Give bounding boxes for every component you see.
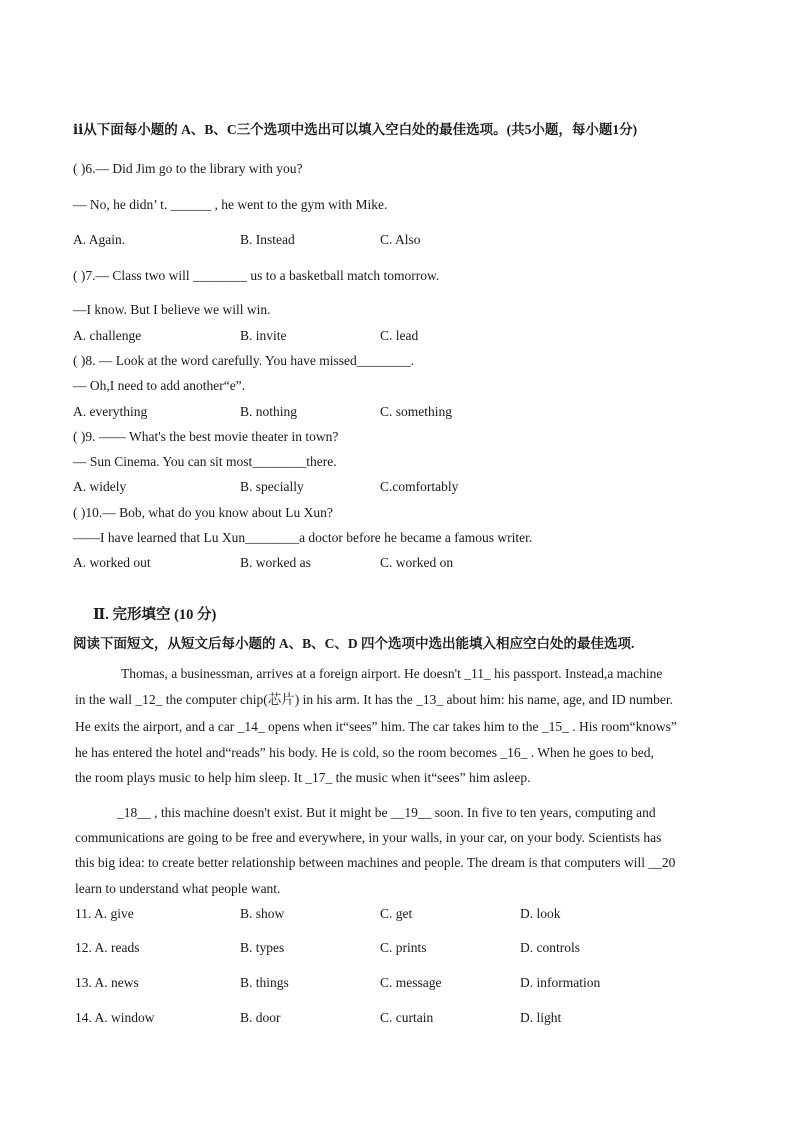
question-6-option-b: B. Instead bbox=[240, 232, 295, 247]
cloze-11-option-d: D. look bbox=[520, 906, 561, 921]
passage-p1-line5: the room plays music to help him sleep. It _17_ the music when it“sees” him asleep. bbox=[75, 770, 531, 785]
cloze-14-option-b: B. door bbox=[240, 1010, 281, 1025]
passage-p1-line1: Thomas, a businessman, arrives at a foreign airport. He doesn't _11_ his passport. Instead,a machine bbox=[121, 666, 663, 681]
cloze-12-option-d: D. controls bbox=[520, 940, 580, 955]
cloze-12-option-b: B. types bbox=[240, 940, 285, 955]
cloze-13-option-c: C. message bbox=[380, 975, 442, 990]
section1-heading: ⅱ从下面每小题的 A、B、C三个选项中选出可以填入空白处的最佳选项。(共5小题，每小题1分) bbox=[73, 122, 638, 137]
passage-p2-line4: learn to understand what people want. bbox=[75, 881, 281, 896]
cloze-12-option-c: C. prints bbox=[380, 940, 427, 955]
question-6-line1: ( )6.— Did Jim go to the library with you? bbox=[73, 161, 303, 176]
cloze-14-option-a: 14. A. window bbox=[75, 1010, 155, 1025]
passage-p1-line3: He exits the airport, and a car _14_ opens when it“sees” him. The car takes him to the _15_ . His room“knows” bbox=[75, 719, 677, 734]
section2-instruction: 阅读下面短文，从短文后每小题的 A、B、C、D 四个选项中选出能填入相应空白处的最佳选项. bbox=[73, 636, 635, 651]
question-7-option-b: B. invite bbox=[240, 328, 287, 343]
section2-title: Ⅱ. 完形填空 (10 分) bbox=[93, 607, 217, 623]
question-6-line2: — No, he didn’ t. ______ , he went to the gym with Mike. bbox=[73, 197, 388, 212]
question-6-option-c: C. Also bbox=[380, 232, 421, 247]
cloze-11-option-a: 11. A. give bbox=[75, 906, 134, 921]
cloze-13-option-a: 13. A. news bbox=[75, 975, 139, 990]
passage-p2-line2: communications are going to be free and everywhere, in your walls, in your car, on your body. Scientists has bbox=[75, 830, 662, 845]
question-10-line2: ——I have learned that Lu Xun________a doctor before he became a famous writer. bbox=[73, 530, 533, 545]
cloze-14-option-d: D. light bbox=[520, 1010, 562, 1025]
question-10-option-b: B. worked as bbox=[240, 555, 311, 570]
cloze-11-option-b: B. show bbox=[240, 906, 285, 921]
passage-p1-line2: in the wall _12_ the computer chip(芯片) in his arm. It has the _13_ about him: his name, age, and ID number. bbox=[75, 692, 673, 707]
question-9-option-a: A. widely bbox=[73, 479, 127, 494]
passage-p2-line3: this big idea: to create better relationship between machines and people. The dream is that computers will __20 bbox=[75, 855, 676, 870]
question-10-option-a: A. worked out bbox=[73, 555, 151, 570]
cloze-12-option-a: 12. A. reads bbox=[75, 940, 140, 955]
question-8-option-b: B. nothing bbox=[240, 404, 298, 419]
passage-p2-line1: _18__ , this machine doesn't exist. But it might be __19__ soon. In five to ten years, computing and bbox=[117, 805, 656, 820]
question-6-option-a: A. Again. bbox=[73, 232, 126, 247]
question-7-line2: —I know. But I believe we will win. bbox=[73, 302, 271, 317]
question-7-option-c: C. lead bbox=[380, 328, 419, 343]
question-7-line1: ( )7.— Class two will ________ us to a basketball match tomorrow. bbox=[73, 268, 440, 283]
question-10-line1: ( )10.— Bob, what do you know about Lu Xun? bbox=[73, 505, 333, 520]
passage-p1-line4: he has entered the hotel and“reads” his body. He is cold, so the room becomes _16_ . When he goes to bed, bbox=[75, 745, 654, 760]
question-7-option-a: A. challenge bbox=[73, 328, 142, 343]
question-8-line2: — Oh,I need to add another“e”. bbox=[73, 378, 246, 393]
cloze-11-option-c: C. get bbox=[380, 906, 413, 921]
question-8-option-c: C. something bbox=[380, 404, 453, 419]
question-8-line1: ( )8. — Look at the word carefully. You have missed________. bbox=[73, 353, 415, 368]
question-9-option-c: C.comfortably bbox=[380, 479, 459, 494]
cloze-13-option-b: B. things bbox=[240, 975, 289, 990]
question-9-line2: — Sun Cinema. You can sit most________there. bbox=[73, 454, 337, 469]
question-8-option-a: A. everything bbox=[73, 404, 148, 419]
question-9-option-b: B. specially bbox=[240, 479, 304, 494]
question-9-line1: ( )9. —— What's the best movie theater in town? bbox=[73, 429, 339, 444]
cloze-14-option-c: C. curtain bbox=[380, 1010, 434, 1025]
cloze-13-option-d: D. information bbox=[520, 975, 601, 990]
question-10-option-c: C. worked on bbox=[380, 555, 454, 570]
